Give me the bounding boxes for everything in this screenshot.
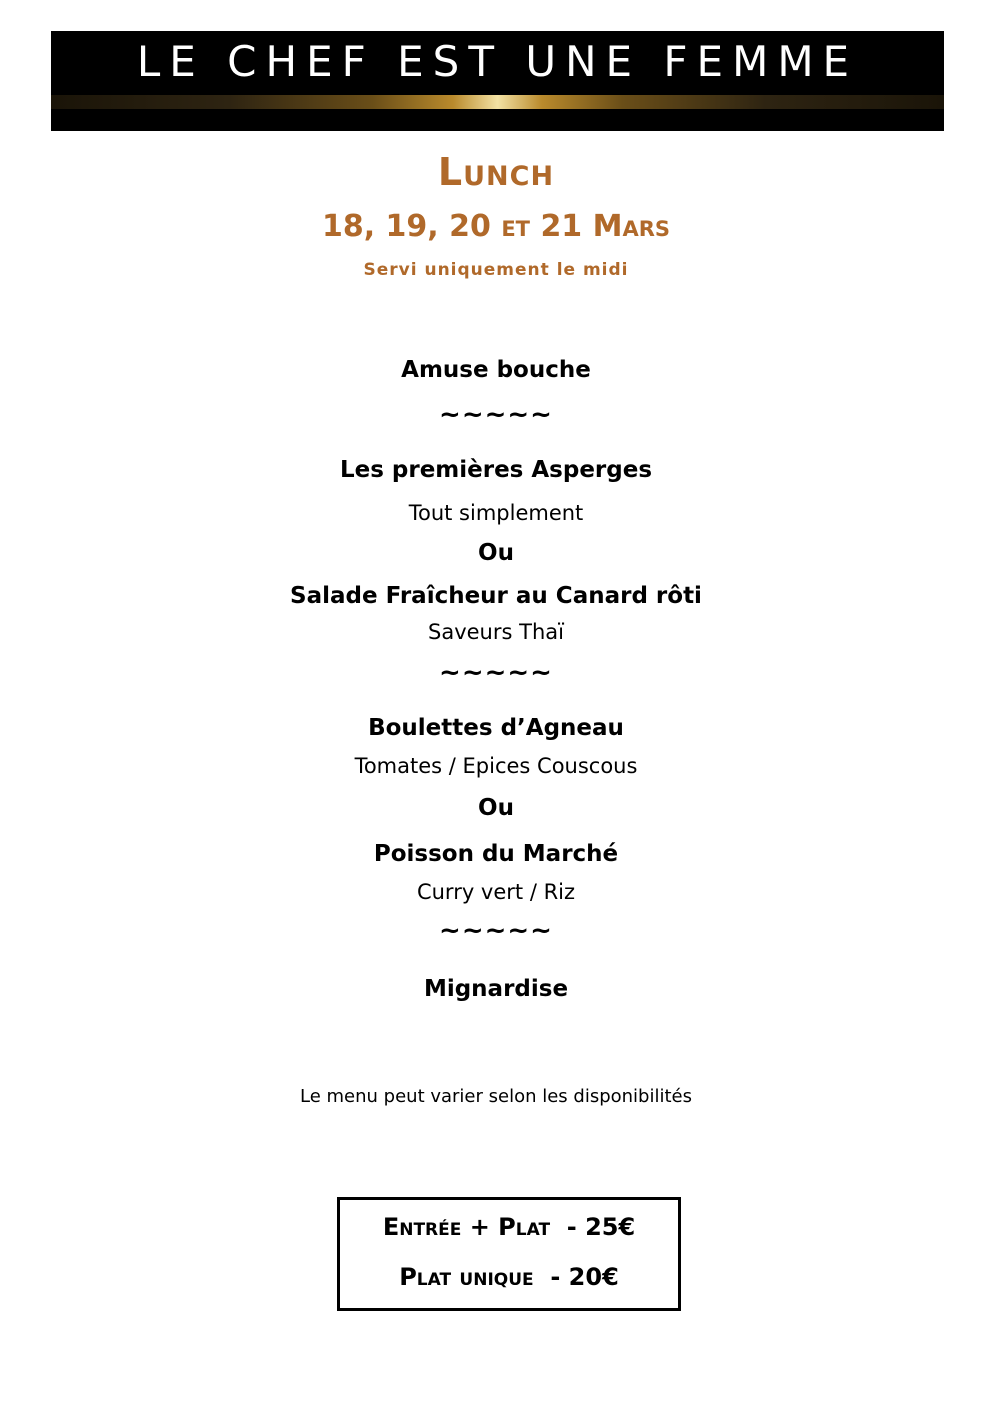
header-banner — [51, 31, 944, 131]
or-label: Ou — [478, 540, 514, 566]
gold-divider — [51, 95, 944, 109]
or-label: Ou — [478, 795, 514, 821]
main-1-desc: Tomates / Epices Couscous — [354, 754, 638, 778]
menu-served-note: Servi uniquement le midi — [363, 260, 629, 280]
price-box — [337, 1197, 681, 1311]
main-2-desc: Curry vert / Riz — [416, 880, 576, 904]
menu-title: Lunch — [437, 150, 555, 194]
separator: ~~~~~ — [439, 658, 553, 688]
availability-note: Le menu peut varier selon les disponibilités — [300, 1086, 692, 1107]
main-1-name: Boulettes d’Agneau — [368, 715, 624, 741]
separator: ~~~~~ — [439, 916, 553, 946]
dessert-name: Mignardise — [423, 976, 569, 1002]
starter-1-name: Les premières Asperges — [339, 457, 653, 483]
separator: ~~~~~ — [439, 400, 553, 430]
amuse-bouche: Amuse bouche — [401, 357, 591, 383]
price-entree-plat: Entrée + Plat - 25€ — [382, 1213, 636, 1241]
main-2-name: Poisson du Marché — [373, 841, 619, 867]
price-plat-unique: Plat unique - 20€ — [399, 1263, 619, 1291]
starter-2-name: Salade Fraîcheur au Canard rôti — [290, 583, 702, 609]
menu-dates: 18, 19, 20 et 21 Mars — [321, 209, 671, 244]
starter-2-desc: Saveurs Thaï — [428, 620, 564, 644]
restaurant-title: LE CHEF EST UNE FEMME — [136, 37, 859, 86]
starter-1-desc: Tout simplement — [408, 501, 584, 525]
